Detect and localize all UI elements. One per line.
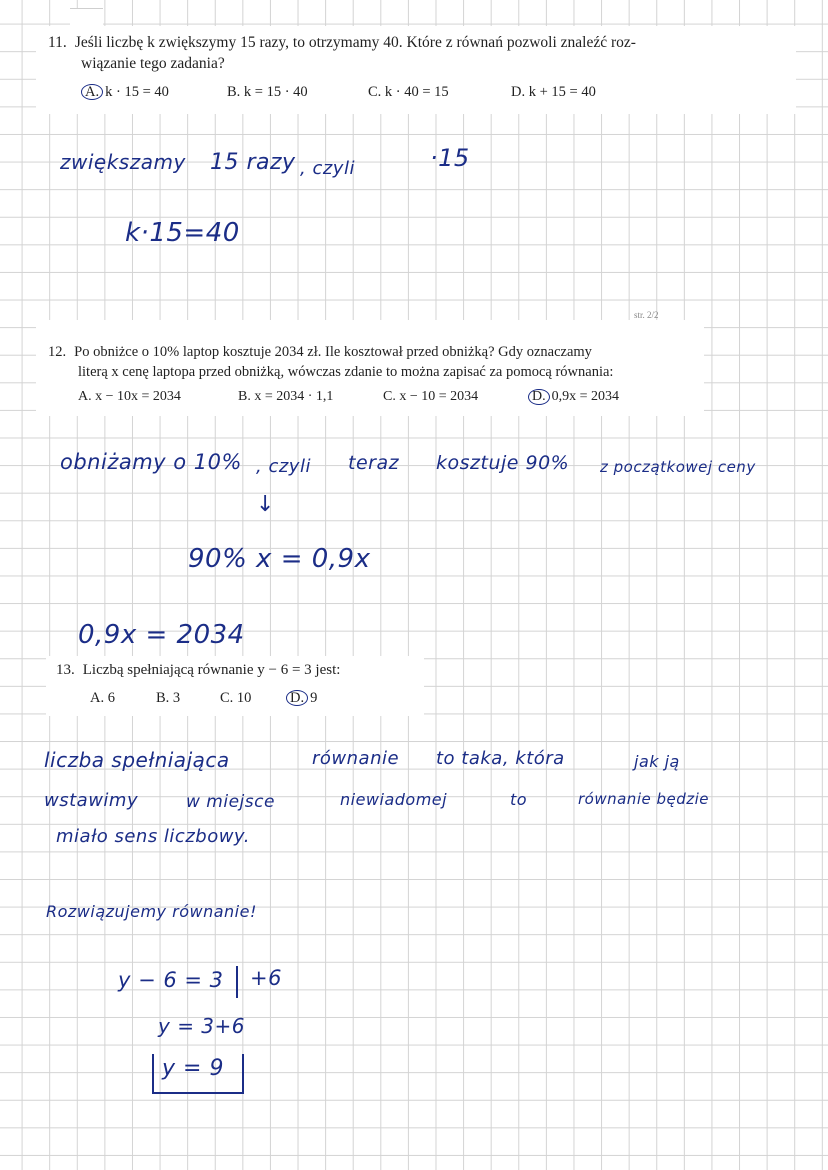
hw-13-eq1: y − 6 = 3 <box>118 968 224 992</box>
task-13-option-c[interactable]: C. 10 <box>220 690 252 706</box>
hw-11-czyli: , czyli <box>300 158 355 179</box>
selected-circle-icon: D. <box>286 690 308 706</box>
hw-13-l1c: to taka, która <box>436 748 565 769</box>
task-13 <box>46 656 424 716</box>
operation-divider <box>236 966 238 998</box>
hw-11-equation: k·15=40 <box>125 218 240 248</box>
task-13-question <box>56 660 340 681</box>
task-11-option-a[interactable]: A. k · 15 = 40 <box>81 84 169 101</box>
task-11-question-line2: wiązanie tego zadania? <box>81 55 225 72</box>
hw-11-zwiekszamy: zwiększamy <box>60 150 186 174</box>
hw-12-obnizamy: obniżamy o 10% <box>60 450 242 474</box>
hw-13-l4: Rozwiązujemy równanie! <box>46 902 257 921</box>
task-11-number: 11. <box>48 34 67 51</box>
hw-12-poczatkowej: z początkowej ceny <box>600 458 756 476</box>
hw-13-l1a: liczba spełniająca <box>44 748 230 772</box>
task-12-question-line2: literą x cenę laptopa przed obniżką, wówczas zdanie to można zapisać za pomocą równania: <box>78 364 614 380</box>
task-12-question-line1: Po obniżce o 10% laptop kosztuje 2034 zł. Ile kosztował przed obniżką? Gdy oznaczamy <box>74 344 592 360</box>
hw-13-l1b: równanie <box>312 748 400 769</box>
hw-13-l2b: w miejsce <box>186 792 275 812</box>
task-12-number: 12. <box>48 344 67 360</box>
task-11-option-b[interactable]: B. k = 15 · 40 <box>227 84 308 100</box>
task-11-question <box>48 32 636 53</box>
hw-13-eq1-op: +6 <box>250 966 282 990</box>
hw-13-l2c: niewiadomej <box>340 790 448 809</box>
hw-12-teraz: teraz <box>348 452 400 474</box>
task-12-option-b[interactable]: B. x = 2034 · 1,1 <box>238 389 334 404</box>
task-13-option-a[interactable]: A. 6 <box>90 690 115 706</box>
hw-12-conversion: 90% x = 0,9x <box>188 544 371 574</box>
task-11-option-c[interactable]: C. k · 40 = 15 <box>368 84 449 100</box>
hw-12-kosztuje: kosztuje 90% <box>436 452 570 474</box>
hw-13-l2e: równanie będzie <box>578 790 710 808</box>
hw-13-eq3: y = 9 <box>162 1056 224 1081</box>
task-12-option-c[interactable]: C. x − 10 = 2034 <box>383 389 479 404</box>
page-mark: str. 2/2 <box>634 310 659 320</box>
task-12-option-d[interactable]: D. 0,9x = 2034 <box>528 389 619 405</box>
hw-13-eq2: y = 3+6 <box>158 1014 246 1038</box>
hw-13-l2d: to <box>510 790 528 809</box>
task-11 <box>36 26 796 114</box>
hw-12-czyli: , czyli <box>256 456 311 477</box>
hw-13-l2a: wstawimy <box>44 790 139 811</box>
task-13-number: 13. <box>56 662 75 678</box>
hw-13-l3: miało sens liczbowy. <box>56 826 250 847</box>
selected-circle-icon: A. <box>81 84 103 100</box>
task-12-option-a[interactable]: A. x − 10x = 2034 <box>78 389 181 404</box>
down-arrow-icon: ↓ <box>256 492 275 517</box>
task-12 <box>36 320 704 416</box>
task-13-option-d[interactable]: D. 9 <box>286 690 317 707</box>
task-13-question-text: Liczbą spełniającą równanie y − 6 = 3 jest: <box>82 662 341 678</box>
hw-11-times-15: ·15 <box>430 144 470 172</box>
hw-13-l1d: jak ją <box>634 752 680 771</box>
task-11-option-d[interactable]: D. k + 15 = 40 <box>511 84 596 100</box>
hw-12-equation: 0,9x = 2034 <box>78 620 245 650</box>
selected-circle-icon: D. <box>528 389 550 405</box>
task-11-question-line1: Jeśli liczbę k zwiększymy 15 razy, to otrzymamy 40. Które z równań pozwoli znaleźć roz- <box>74 34 636 51</box>
hw-11-15-razy: 15 razy <box>210 150 296 175</box>
task-13-option-b[interactable]: B. 3 <box>156 690 181 706</box>
task-12-question <box>48 342 592 362</box>
